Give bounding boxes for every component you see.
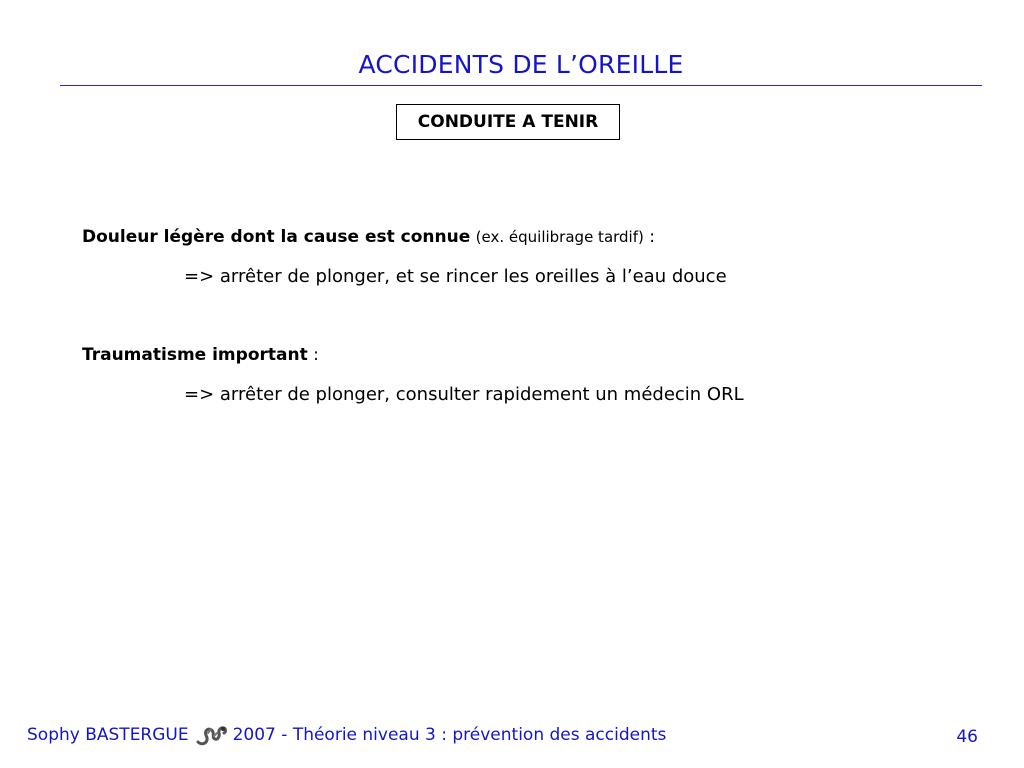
section-heading [82, 225, 982, 249]
section-heading-aside: (ex. équilibrage tardif) [475, 228, 644, 246]
footer-course: 2007 - Théorie niveau 3 : prévention des accidents [232, 725, 667, 745]
footer-author: Sophy BASTERGUE [27, 725, 189, 745]
section-minor-pain [82, 225, 982, 289]
section-heading-text: Douleur légère dont la cause est connue [82, 227, 471, 247]
section-action: => arrêter de plonger, et se rincer les oreilles à l’eau douce [184, 266, 727, 287]
seahorse-icon [195, 723, 229, 747]
section-heading [82, 343, 982, 367]
page-number: 46 [956, 727, 978, 747]
slide-title: ACCIDENTS DE L’OREILLE [358, 50, 684, 79]
section-heading-separator: : [643, 227, 655, 247]
section-major-trauma [82, 343, 982, 407]
section-action: => arrêter de plonger, consulter rapidement un médecin ORL [184, 384, 744, 405]
footer [27, 722, 666, 748]
subtitle-box: CONDUITE A TENIR [396, 104, 620, 140]
section-heading-separator: : [307, 345, 319, 365]
section-heading-text: Traumatisme important [82, 345, 308, 365]
title-divider [60, 85, 982, 86]
